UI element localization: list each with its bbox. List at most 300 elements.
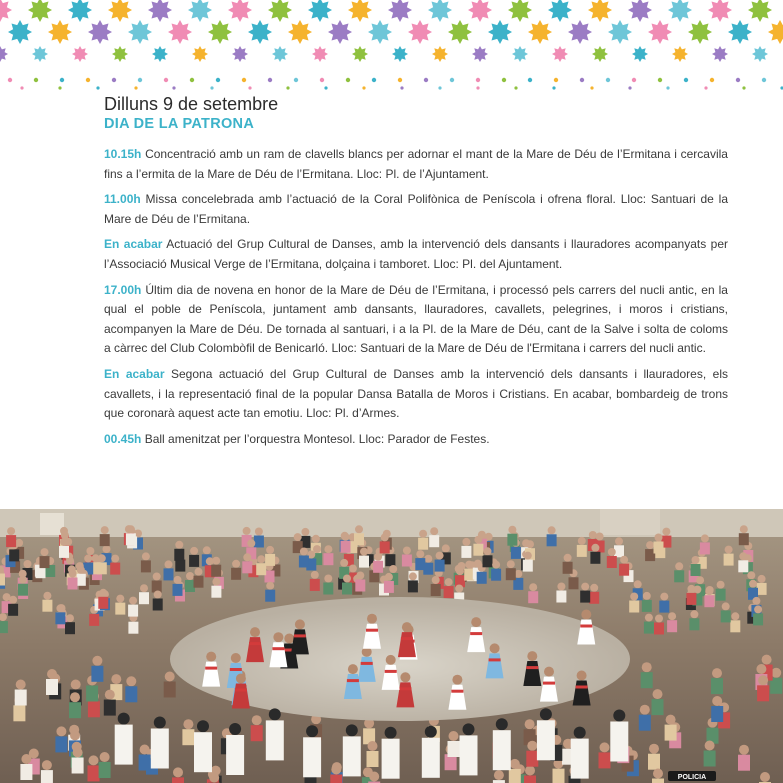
mosaic-star <box>752 46 768 62</box>
entry-time: En acabar <box>104 366 165 381</box>
crowd-head <box>126 676 136 686</box>
crowd-head <box>142 552 150 560</box>
schedule-entry <box>104 235 728 274</box>
mosaic-star <box>668 0 692 22</box>
crowd-body <box>408 580 418 592</box>
dancer-sash <box>235 689 247 692</box>
mosaic-dot <box>476 86 479 89</box>
band-musician-body <box>115 725 133 765</box>
crowd-head <box>19 576 27 584</box>
band-musician-body <box>226 735 244 775</box>
crowd-body <box>242 561 252 573</box>
mosaic-dot <box>294 78 298 82</box>
crowd-head <box>60 538 68 546</box>
entry-text: Actuació del Grup Cultural de Danses, amb la intervenció dels dansants i llauradores acompanyats per l’Associació Musical Verge de l’Ermitana, dolçaina i tamboret. Lloc: Pl. del Ajuntament. <box>104 237 728 271</box>
entry-text: Últim dia de novena en honor de la Mare de Déu de l’Ermitana, i processó pels carrers del nucli antic, en la qual el poble de Peníscola, juntament amb dansants, llauradores, cavallets, pelegrines, i moros i cristians, acompanyen la Mare de Déu. De tornada al santuari, i a la Pl. de la Mare de Déu, cant de la Salve i solta de coloms a càrrec del Club Colombòfil de Benicarló. Lloc: Santuari de la Mare de Déu de l'Ermitana i carrers del nucli antic. <box>104 282 728 356</box>
mosaic-dot <box>400 86 403 89</box>
crowd-head <box>129 597 137 605</box>
crowd-head <box>527 741 537 751</box>
mosaic-star <box>72 46 88 62</box>
crowd-body <box>251 725 263 741</box>
crowd-head <box>77 566 85 574</box>
entry-time: 10.15h <box>104 147 142 161</box>
dancer-sash <box>361 662 373 665</box>
crowd-body <box>648 754 660 770</box>
crowd-body <box>97 562 107 574</box>
schedule-entry <box>104 145 728 184</box>
crowd-head <box>712 696 722 706</box>
mosaic-dot <box>704 86 707 89</box>
mosaic-dot <box>216 78 220 82</box>
crowd-head <box>494 770 504 780</box>
crowd-body <box>580 591 590 603</box>
crowd-body <box>175 560 185 572</box>
police-badge-text: POLICIA <box>677 774 707 781</box>
mosaic-star <box>432 46 448 62</box>
crowd-head <box>564 554 572 562</box>
schedule-day-name: DIA DE LA PATRONA <box>104 116 255 132</box>
crowd-head <box>243 527 251 535</box>
crowd-head <box>630 593 638 601</box>
crowd-body <box>607 556 617 568</box>
dancer-head <box>284 634 294 644</box>
mosaic-dot <box>20 86 23 89</box>
crowd-body <box>354 533 364 545</box>
festival-dance-illustration <box>0 509 783 783</box>
mosaic-dot <box>112 78 116 82</box>
crowd-head <box>749 580 757 588</box>
mosaic-dot <box>268 78 272 82</box>
mosaic-dot <box>242 78 246 82</box>
band-musician-head <box>385 727 397 739</box>
crowd-body <box>716 589 726 601</box>
mosaic-dot <box>424 78 428 82</box>
mosaic-star <box>128 20 152 44</box>
dancer-head <box>236 674 246 684</box>
crowd-body <box>42 600 52 612</box>
crowd-head <box>232 560 240 568</box>
crowd-head <box>89 755 99 765</box>
crowd-head <box>430 527 438 535</box>
dancer-head <box>400 672 410 682</box>
schedule-entry <box>104 190 728 229</box>
crowd-head <box>510 759 520 769</box>
crowd-body <box>40 556 50 568</box>
crowd-head <box>525 719 535 729</box>
band-musician-body <box>194 732 212 772</box>
crowd-head <box>465 561 473 569</box>
crowd-head <box>620 556 628 564</box>
crowd-body <box>172 777 184 783</box>
mosaic-star <box>728 20 752 44</box>
crowd-head <box>16 680 26 690</box>
crowd-body <box>174 549 184 561</box>
crowd-head <box>165 560 173 568</box>
dancer-sash <box>543 682 555 685</box>
crowd-head <box>731 612 739 620</box>
crowd-head <box>701 534 709 542</box>
dancer-head <box>386 655 396 665</box>
band-musician-body <box>382 739 400 779</box>
crowd-body <box>652 699 664 715</box>
mosaic-star <box>552 46 568 62</box>
crowd-body <box>491 569 501 581</box>
crowd-head <box>529 583 537 591</box>
crowd-head <box>722 602 730 610</box>
crowd-head <box>324 545 332 553</box>
crowd-body <box>429 535 439 547</box>
band-musician-head <box>574 727 586 739</box>
crowd-head <box>111 555 119 563</box>
crowd-head <box>374 553 382 561</box>
crowd-body <box>528 591 538 603</box>
mosaic-dot <box>324 86 327 89</box>
crowd-head <box>103 545 111 553</box>
crowd-body <box>254 536 264 548</box>
crowd-body <box>69 702 81 718</box>
crowd-body <box>674 570 684 582</box>
crowd-body <box>507 534 517 546</box>
band-musician-head <box>306 725 318 737</box>
mosaic-star <box>32 46 48 62</box>
crowd-head <box>70 692 80 702</box>
crowd-body <box>511 547 521 559</box>
mosaic-dot <box>476 78 480 82</box>
crowd-head <box>436 552 444 560</box>
crowd-head <box>660 593 668 601</box>
crowd-head <box>705 741 715 751</box>
mosaic-star <box>588 0 612 22</box>
crowd-head <box>725 546 733 554</box>
crowd-body <box>367 751 379 767</box>
crowd-body <box>665 725 677 741</box>
crowd-body <box>104 700 116 716</box>
crowd-body <box>323 583 333 595</box>
crowd-body <box>110 563 120 575</box>
dancer-sash <box>451 690 463 693</box>
crowd-body <box>100 534 110 546</box>
mosaic-star <box>368 20 392 44</box>
dancer-sash <box>272 647 284 650</box>
crowd-head <box>548 526 556 534</box>
crowd-head <box>47 669 57 679</box>
crowd-head <box>557 583 565 591</box>
dancer-sash <box>205 667 217 670</box>
band-musician-body <box>266 720 284 760</box>
crowd-body <box>654 623 664 635</box>
crowd-head <box>369 772 379 782</box>
crowd-body <box>704 595 714 607</box>
crowd-head <box>600 742 610 752</box>
crowd-head <box>257 555 265 563</box>
entry-time: En acabar <box>104 237 163 252</box>
mosaic-star <box>272 46 288 62</box>
mosaic-star <box>748 0 772 22</box>
crowd-head <box>111 674 121 684</box>
schedule-entry <box>104 365 728 424</box>
entry-text: Ball amenitzat per l’orquestra Montesol. Lloc: Parador de Festes. <box>144 431 490 446</box>
band-musician-head <box>496 718 508 730</box>
dancer-sash <box>385 670 397 673</box>
mosaic-star <box>268 0 292 22</box>
crowd-body <box>431 584 441 596</box>
entry-time: 11.00h <box>104 192 141 207</box>
crowd-head <box>312 535 320 543</box>
mosaic-star <box>648 20 672 44</box>
crowd-body <box>231 568 241 580</box>
crowd-head <box>247 539 255 547</box>
band-musician-head <box>269 708 281 720</box>
crowd-head <box>190 547 198 555</box>
crowd-head <box>717 581 725 589</box>
crowd-head <box>662 528 670 536</box>
crowd-body <box>46 679 58 695</box>
crowd-body <box>738 560 748 572</box>
crowd-head <box>752 597 760 605</box>
crowd-head <box>589 531 597 539</box>
crowd-body <box>128 622 138 634</box>
mosaic-star <box>528 20 552 44</box>
crowd-head <box>116 595 124 603</box>
crowd-head <box>356 572 364 580</box>
crowd-body <box>89 614 99 626</box>
mosaic-star <box>352 46 368 62</box>
schedule-entry <box>104 430 728 450</box>
dancer-head <box>273 632 283 642</box>
band-musician-body <box>422 738 440 778</box>
crowd-body <box>506 568 516 580</box>
crowd-head <box>642 662 652 672</box>
crowd-body <box>126 533 136 545</box>
crowd-body <box>691 564 701 576</box>
crowd-head <box>43 592 51 600</box>
crowd-body <box>724 554 734 566</box>
crowd-head <box>24 560 32 568</box>
crowd-head <box>409 572 417 580</box>
crowd-head <box>140 584 148 592</box>
crowd-body <box>553 769 565 783</box>
crowd-body <box>68 578 78 590</box>
band-musician-head <box>613 710 625 722</box>
crowd-head <box>385 573 393 581</box>
mosaic-star <box>428 0 452 22</box>
crowd-body <box>753 613 763 625</box>
crowd-head <box>666 715 676 725</box>
mosaic-star <box>468 0 492 22</box>
dancer-sash <box>470 632 482 635</box>
crowd-body <box>686 593 696 605</box>
mosaic-star <box>108 0 132 22</box>
mosaic-star <box>232 46 248 62</box>
mosaic-dot <box>438 86 441 89</box>
crowd-body <box>435 560 445 572</box>
mosaic-dot <box>590 86 593 89</box>
crowd-head <box>754 605 762 613</box>
crowd-body <box>757 685 769 701</box>
crowd-head <box>462 538 470 546</box>
dancer-head <box>402 622 412 632</box>
dancer-head <box>577 671 587 681</box>
crowd-head <box>165 672 175 682</box>
mosaic-star <box>488 20 512 44</box>
crowd-body <box>153 599 163 611</box>
mosaic-star <box>228 0 252 22</box>
crowd-head <box>524 552 532 560</box>
crowd-body <box>444 586 454 598</box>
crowd-body <box>359 556 369 568</box>
mosaic-dot <box>164 78 168 82</box>
crowd-head <box>73 748 83 758</box>
crowd-body <box>115 603 125 615</box>
dancer-sash <box>249 642 261 645</box>
crowd-head <box>643 592 651 600</box>
crowd-body <box>629 601 639 613</box>
dancer-head <box>452 675 462 685</box>
crowd-head <box>591 544 599 552</box>
band-musician-head <box>197 720 209 732</box>
band-musician-body <box>493 730 511 770</box>
crowd-body <box>341 541 351 553</box>
mosaic-dot <box>658 78 662 82</box>
crowd-body <box>644 622 654 634</box>
entry-time: 17.00h <box>104 282 142 297</box>
mosaic-dot <box>172 86 175 89</box>
crowd-head <box>343 575 351 583</box>
crowd-body <box>20 764 32 780</box>
crowd-head <box>747 571 755 579</box>
crowd-body <box>173 584 183 596</box>
crowd-body <box>418 538 428 550</box>
crowd-head <box>442 544 450 552</box>
dancer-sash <box>294 634 306 637</box>
crowd-head <box>56 726 66 736</box>
crowd-body <box>139 592 149 604</box>
band-musician-head <box>425 726 437 738</box>
crowd-body <box>13 705 25 721</box>
mosaic-dot <box>58 86 61 89</box>
mosaic-dot <box>398 78 402 82</box>
crowd-head <box>449 731 459 741</box>
crowd-head <box>203 546 211 554</box>
crowd-body <box>757 583 767 595</box>
crowd-head <box>653 769 663 779</box>
entry-time: 00.45h <box>104 431 142 446</box>
crowd-head <box>525 766 535 776</box>
crowd-body <box>0 574 5 586</box>
crowd-head <box>355 525 363 533</box>
crowd-body <box>569 577 579 589</box>
crowd-body <box>526 751 538 767</box>
crowd-body <box>524 776 536 783</box>
mosaic-star <box>308 0 332 22</box>
crowd-head <box>360 548 368 556</box>
crowd-body <box>556 591 566 603</box>
crowd-head <box>66 614 74 622</box>
crowd-body <box>299 556 309 568</box>
band-musician-body <box>151 729 169 769</box>
crowd-head <box>615 537 623 545</box>
crowd-head <box>70 730 80 740</box>
schedule-date-title: Dilluns 9 de setembre <box>104 94 279 114</box>
crowd-head <box>762 655 772 665</box>
crowd-head <box>140 745 150 755</box>
crowd-head <box>99 589 107 597</box>
mosaic-dot <box>628 86 631 89</box>
crowd-body <box>55 736 67 752</box>
mosaic-dot <box>286 86 289 89</box>
mosaic-dot <box>60 78 64 82</box>
dancer-sash <box>399 687 411 690</box>
crowd-body <box>125 686 137 702</box>
mosaic-dot <box>86 78 90 82</box>
crowd-head <box>712 668 722 678</box>
crowd-head <box>389 565 397 573</box>
mosaic-star <box>548 0 572 22</box>
crowd-head <box>492 561 500 569</box>
crowd-body <box>415 558 425 570</box>
crowd-head <box>342 533 350 541</box>
crowd-head <box>84 555 92 563</box>
crowd-head <box>183 719 193 729</box>
crowd-head <box>300 548 308 556</box>
crowd-body <box>265 590 275 602</box>
crowd-head <box>739 745 749 755</box>
dancer-sash <box>347 679 359 682</box>
crowd-head <box>154 591 162 599</box>
mosaic-star <box>0 46 8 62</box>
dancer-head <box>231 653 241 663</box>
crowd-head <box>255 528 263 536</box>
crowd-body <box>15 690 27 706</box>
crowd-head <box>758 675 768 685</box>
mosaic-star <box>448 20 472 44</box>
mosaic-dot <box>514 86 517 89</box>
mosaic-dot <box>450 78 454 82</box>
crowd-head <box>432 576 440 584</box>
crowd-body <box>330 775 342 783</box>
dancer-head <box>471 617 481 627</box>
crowd-body <box>689 618 699 630</box>
mosaic-star <box>28 0 52 22</box>
crowd-head <box>758 575 766 583</box>
crowd-head <box>474 536 482 544</box>
crowd-head <box>403 547 411 555</box>
crowd-body <box>654 542 664 554</box>
crowd-body <box>164 682 176 698</box>
mosaic-dot <box>320 78 324 82</box>
entry-text: Missa concelebrada amb l’actuació de la Coral Polifònica de Peníscola i ofrena floral. Lloc: Santuari de la Mare de Déu de l’Ermitana. <box>104 192 728 226</box>
crowd-body <box>721 610 731 622</box>
crowd-head <box>668 612 676 620</box>
mosaic-star <box>288 20 312 44</box>
crowd-head <box>596 533 604 541</box>
crowd-head <box>705 587 713 595</box>
mosaic-star <box>708 0 732 22</box>
crowd-body <box>738 755 750 771</box>
crowd-head <box>86 547 94 555</box>
mosaic-star <box>188 0 212 22</box>
crowd-body <box>509 769 521 783</box>
mosaic-star <box>672 46 688 62</box>
crowd-head <box>739 552 747 560</box>
crowd-body <box>659 601 669 613</box>
crowd-head <box>100 752 110 762</box>
crowd-body <box>642 600 652 612</box>
crowd-head <box>645 614 653 622</box>
crowd-head <box>311 571 319 579</box>
crowd-head <box>56 604 64 612</box>
crowd-head <box>186 572 194 580</box>
